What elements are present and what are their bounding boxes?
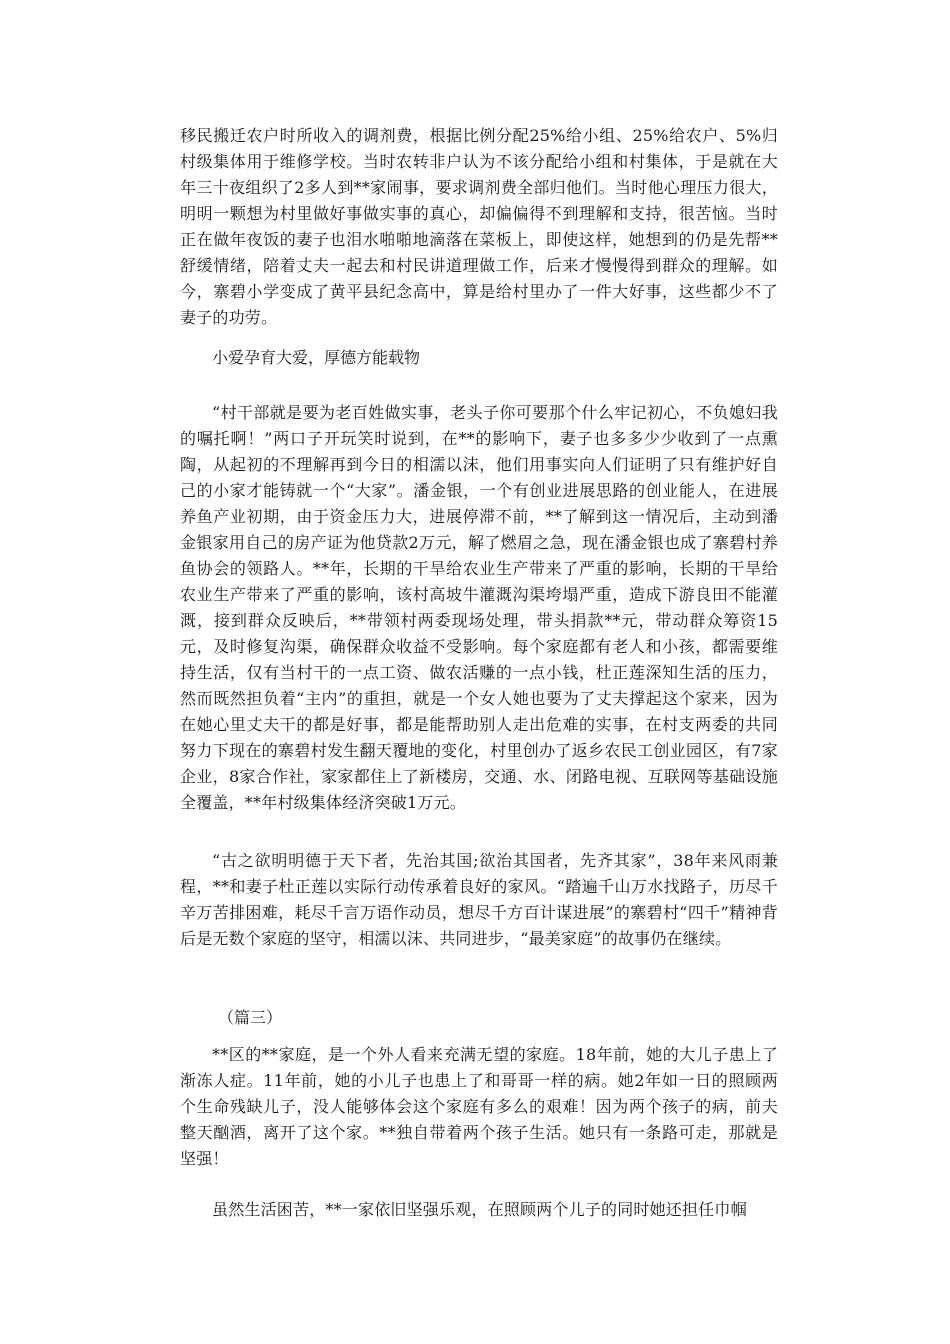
paragraph-family-hardship: **区的**家庭，是一个外人看来充满无望的家庭。18年前，她的大儿子患上了渐冻人症。11年前，她的小儿子也患上了和哥哥一样的病。她2年如一日的照顾两个生命残缺儿子，没人能够体会这个家庭有多么的艰难！因为两个孩子的病，前夫整天酗酒，离开了这个家。**独自带着两个孩子生活。她只有一条路可走，那就是坚强！ — [180, 1045, 778, 1168]
section-heading-small-love: 小爱孕育大爱，厚德方能载物 — [212, 348, 421, 367]
paragraph-village-cadre: “村干部就是要为老百姓做实事，老头子你可要那个什么牢记初心，不负媳妇我的嘱托啊！”两口子开玩笑时说到，在**的影响下，妻子也多多少少收到了一点熏陶，从起初的不理解再到今日的相濡以沫，他们用事实向人们证明了只有维护好自己的小家才能铸就一个“大家”。潘金银，一个有创业进展思路的创业能人，在进展养鱼产业初期，由于资金压力大，进展停滞不前，**了解到这一情况后，主动到潘金银家用自己的房产证为他贷款2万元，解了燃眉之急，现在潘金银也成了寨碧村养鱼协会的领路人。**年，长期的干旱给农业生产带来了严重的影响，长期的干旱给农业生产带来了严重的影响，该村高坡牛灌溉沟渠垮塌严重，造成下游良田不能灌溉，接到群众反映后，**带领村两委现场处理，带头捐款**元，带动群众筹资15元，及时修复沟渠，确保群众收益不受影响。每个家庭都有老人和小孩，都需要维持生活，仅有当村干的一点工资、做农活赚的一点小钱，杜正莲深知生活的压力，然而既然担负着“主内”的重担，就是一个女人她也要为了丈夫撑起这个家来，因为在她心里丈夫干的都是好事，都是能帮助别人走出危难的实事，在村支两委的共同努力下现在的寨碧村发生翻天覆地的变化，村里创办了返乡农民工创业园区，有7家企业，8家合作社，家家都住上了新楼房，交通、水、闭路电视、互联网等基础设施全覆盖，**年村级集体经济突破1万元。 — [180, 403, 778, 812]
paragraph-family-values: “古之欲明明德于天下者，先治其国;欲治其国者，先齐其家”，38年来风雨兼程，**和妻子杜正莲以实际行动传承着良好的家风。“踏遍千山万水找路子，历尽千辛万苦排困难，耗尽千言万语作动员，想尽千方百计谋进展”的寨碧村“四千”精神背后是无数个家庭的坚守，相濡以沫、共同进步，“最美家庭”的故事仍在继续。 — [180, 851, 778, 948]
section-heading-part-three: （篇三） — [218, 1008, 283, 1027]
paragraph-relocation-fee: 移民搬迁农户时所收入的调剂费，根据比例分配25%给小组、25%给农户、5%归村级集体用于维修学校。当时农转非户认为不该分配给小组和村集体，于是就在大年三十夜组织了2多人到**家闹事，要求调剂费全部归他们。当时他心理压力很大，明明一颗想为村里做好事做实事的真心，却偏偏得不到理解和支持，很苦恼。当时正在做年夜饭的妻子也泪水啪啪地滴落在菜板上，即使这样，她想到的仍是先帮**舒缓情绪，陪着丈夫一起去和村民讲道理做工作，后来才慢慢得到群众的理解。如今，寨碧小学变成了黄平县纪念高中，算是给村里办了一件大好事，这些都少不了妻子的功劳。 — [180, 126, 778, 327]
paragraph-optimism: 虽然生活困苦，**一家依旧坚强乐观，在照顾两个儿子的同时她还担任巾帼 — [212, 1200, 747, 1219]
